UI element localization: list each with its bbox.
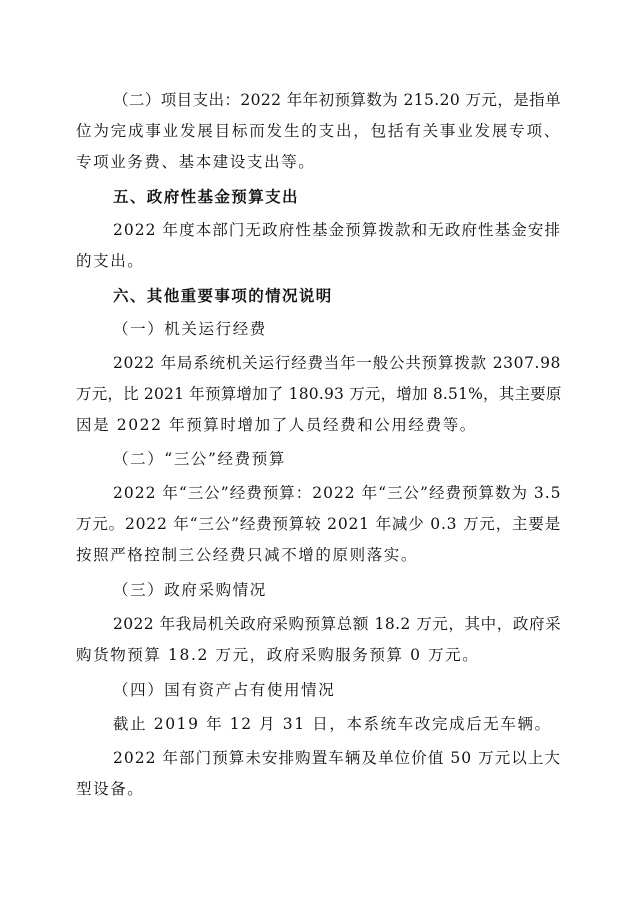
paragraph-line: 因是 2022 年预算时增加了人员经费和公用经费等。 — [76, 416, 477, 434]
section-heading: 五、政府性基金预算支出 — [113, 188, 299, 206]
paragraph-line: 2022 年部门预算未安排购置车辆及单位价值 50 万元以上大 — [113, 749, 561, 767]
paragraph-line: （二）项目支出：2022 年年初预算数为 215.20 万元，是指单 — [113, 91, 561, 109]
paragraph-line: 的支出。 — [76, 252, 145, 270]
paragraph-line: 购货物预算 18.2 万元，政府采购服务预算 0 万元。 — [76, 646, 480, 664]
subsection-heading: （一）机关运行经费 — [113, 320, 267, 338]
paragraph-line: 专项业务费、基本建设支出等。 — [76, 153, 316, 171]
paragraph-line: 万元，比 2021 年预算增加了 180.93 万元，增加 8.51%，其主要原 — [76, 385, 562, 403]
paragraph-line: 位为完成事业发展目标而发生的支出，包括有关事业发展专项、 — [76, 122, 561, 140]
paragraph-line: 万元。2022 年“三公”经费预算较 2021 年减少 0.3 万元，主要是 — [76, 515, 561, 533]
subsection-heading: （四）国有资产占有使用情况 — [113, 681, 336, 699]
paragraph-line: 2022 年局系统机关运行经费当年一般公共预算拨款 2307.98 — [113, 354, 561, 372]
subsection-heading: （三）政府采购情况 — [113, 581, 267, 599]
paragraph-line: 截止 2019 年 12 月 31 日，本系统车改完成后无车辆。 — [113, 715, 552, 733]
paragraph-line: 型设备。 — [76, 780, 145, 798]
subsection-heading: （二）“三公”经费预算 — [113, 450, 286, 468]
section-heading: 六、其他重要事项的情况说明 — [113, 287, 333, 305]
paragraph-line: 2022 年“三公”经费预算：2022 年“三公”经费预算数为 3.5 — [113, 484, 562, 502]
paragraph-line: 2022 年我局机关政府采购预算总额 18.2 万元，其中，政府采 — [113, 615, 561, 633]
paragraph-line: 2022 年度本部门无政府性基金预算拨款和无政府性基金安排 — [113, 221, 561, 239]
paragraph-line: 按照严格控制三公经费只减不增的原则落实。 — [76, 546, 419, 564]
